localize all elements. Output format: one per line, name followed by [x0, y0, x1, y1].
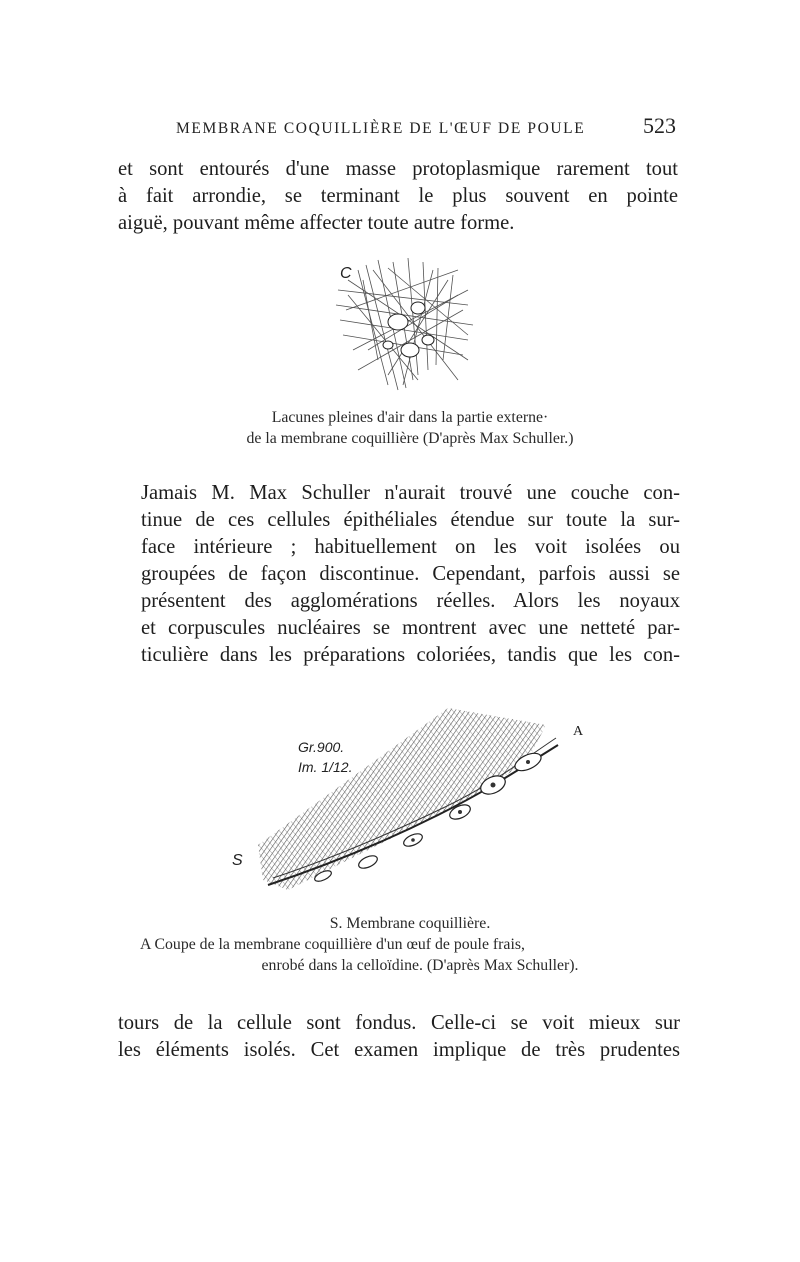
- text-line: et sont entourés d'une masse protoplasmique rarement tout: [118, 158, 678, 180]
- running-head: MEMBRANE COQUILLIÈRE DE L'ŒUF DE POULE: [176, 120, 586, 137]
- text-line: les éléments isolés. Cet examen implique de très prudentes: [118, 1039, 680, 1061]
- text-line: Jamais M. Max Schuller n'aurait trouvé une couche con-: [141, 482, 680, 504]
- text-line: et corpuscules nucléaires se montrent avec une netteté par-: [141, 617, 680, 639]
- figure-label-c: C: [340, 265, 352, 282]
- text-line: présentent des agglomérations réelles. Alors les noyaux: [141, 590, 680, 612]
- figure-label-a: A: [573, 724, 584, 739]
- text-line: tours de la cellule sont fondus. Celle-ci se voit mieux sur: [118, 1012, 680, 1034]
- figure-coupe-membrane: [228, 700, 608, 905]
- text-line: ticulière dans les préparations coloriées, tandis que les con-: [141, 644, 680, 666]
- text-line: à fait arrondie, se terminant le plus souvent en pointe: [118, 185, 678, 207]
- paragraph-1: [118, 156, 678, 237]
- text-line: aiguë, pouvant même affecter toute autre forme.: [118, 212, 515, 234]
- figure2-caption-line1: S. Membrane coquillière.: [329, 915, 491, 932]
- figure-label-s: S: [232, 852, 243, 869]
- paragraph-2: [118, 480, 680, 669]
- figure2-caption-line3: enrobé dans la celloïdine. (D'après Max Schuller).: [261, 957, 579, 974]
- figure-lacunes: [318, 250, 488, 400]
- paragraph-3: [118, 1010, 680, 1064]
- immersion-label: Im. 1/12.: [298, 759, 353, 775]
- page-number: 523: [643, 113, 676, 138]
- caption-line: Lacunes pleines d'air dans la partie externe·: [271, 409, 549, 426]
- text-line: tinue de ces cellules épithéliales étendue sur toute la sur-: [141, 509, 680, 531]
- figure1-caption: [180, 407, 640, 449]
- text-line: face intérieure ; habituellement on les voit isolées ou: [141, 536, 680, 558]
- text-line: groupées de façon discontinue. Cependant, parfois aussi se: [141, 563, 680, 585]
- magnification-label: Gr.900.: [298, 739, 345, 755]
- figure2-caption-line2: A Coupe de la membrane coquillière d'un œuf de poule frais,: [140, 936, 525, 953]
- caption-line: de la membrane coquillière (D'après Max Schuller.): [246, 430, 574, 447]
